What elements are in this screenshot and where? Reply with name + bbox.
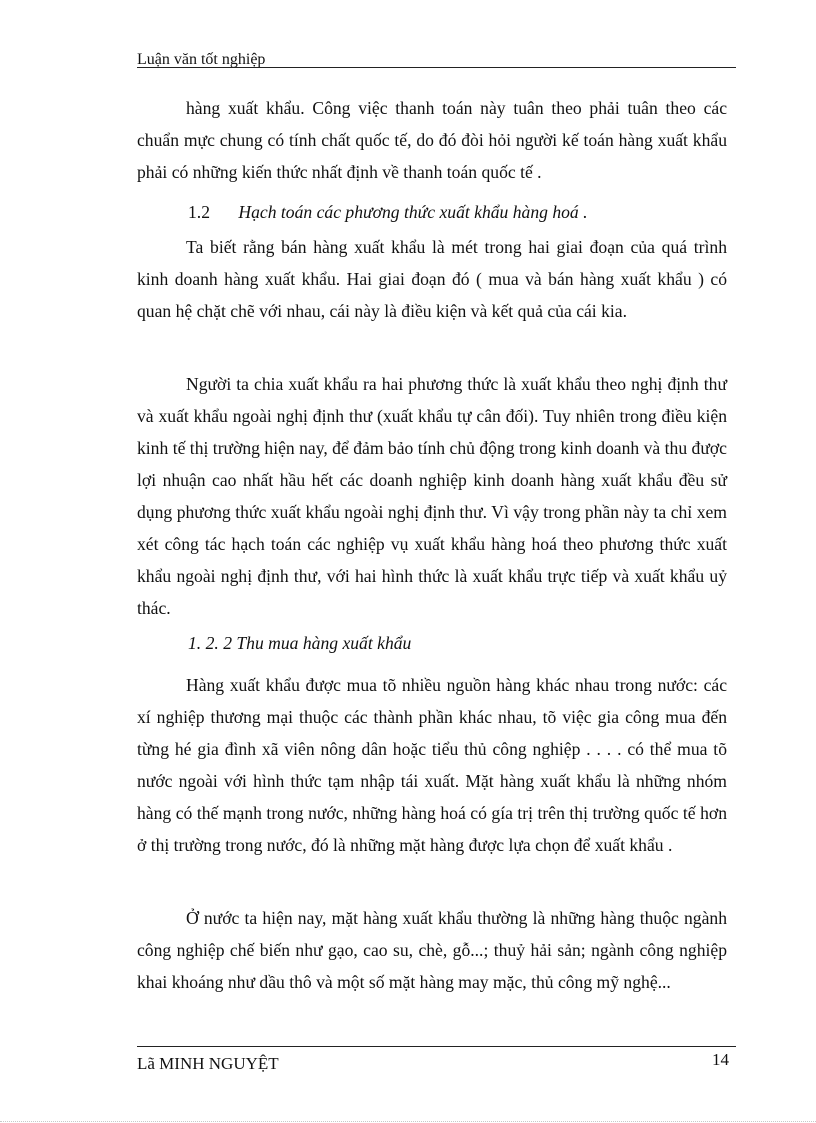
paragraph-3: Người ta chia xuất khẩu ra hai phương thức là xuất khẩu theo nghị định thư và xuất khẩu ngoài nghị định thư (xuất khẩu tự cân đối). Tuy nhiên trong điều kiện kinh tế thị trường hiện nay, để đảm bảo tính chủ động trong kinh doanh và thu được lợi nhuận cao nhất hầu hết các doanh nghiệp kinh doanh hàng xuất khẩu đều sử dụng phương thức xuất khẩu ngoài nghị định thư. Vì vậy trong phần này ta chỉ xem xét công tác hạch toán các nghiệp vụ xuất khẩu hàng hoá theo phương thức xuất khẩu ngoài nghị định thư, với hai hình thức là xuất khẩu trực tiếp và xuất khẩu uỷ thác. [137,374,727,618]
footer-rule [137,1046,736,1047]
page-edge [0,1121,816,1122]
paragraph-5: Ở nước ta hiện nay, mặt hàng xuất khẩu thường là những hàng thuộc ngành công nghiệp chế biến như gạo, cao su, chè, gỗ...; thuỷ hải sản; ngành công nghiệp khai khoáng như dầu thô và một số mặt hàng may mặc, thủ công mỹ nghệ... [137,908,727,992]
paragraph-1: hàng xuất khẩu. Công việc thanh toán này tuân theo phải tuân theo các chuẩn mực chung có tính chất quốc tế, do đó đòi hỏi người kế toán hàng xuất khẩu phải có những kiến thức nhất định về thanh toán quốc tế . [137,98,727,182]
subsection-heading-1-2-2: 1. 2. 2 Thu mua hàng xuất khẩu [188,633,412,653]
section-title: Hạch toán các phương thức xuất khẩu hàng hoá . [238,202,588,222]
page-number: 14 [712,1050,729,1069]
footer-author: Lã MINH NGUYỆT [137,1054,279,1073]
section-number: 1.2 [188,202,210,222]
page-header-title: Luận văn tốt nghiệp [137,51,266,68]
section-heading-1-2 [188,202,588,223]
paragraph-4: Hàng xuất khẩu được mua tõ nhiều nguồn hàng khác nhau trong nước: các xí nghiệp thương mại thuộc các thành phần khác nhau, tõ việc gia công mua đến từng hé gia đình xã viên nông dân hoặc tiểu thủ công nghiệp . . . . có thể mua tõ nước ngoài với hình thức tạm nhập tái xuất. Mặt hàng xuất khẩu là những nhóm hàng có thế mạnh trong nước, những hàng hoá có gía trị trên thị trường quốc tế hơn ở thị trường trong nước, đó là những mặt hàng được lựa chọn để xuất khẩu . [137,675,727,855]
paragraph-2: Ta biết rằng bán hàng xuất khẩu là mét trong hai giai đoạn của quá trình kinh doanh hàng xuất khẩu. Hai giai đoạn đó ( mua và bán hàng xuất khẩu ) có quan hệ chặt chẽ với nhau, cái này là điều kiện và kết quả của cái kia. [137,237,727,321]
header-rule [137,67,736,68]
